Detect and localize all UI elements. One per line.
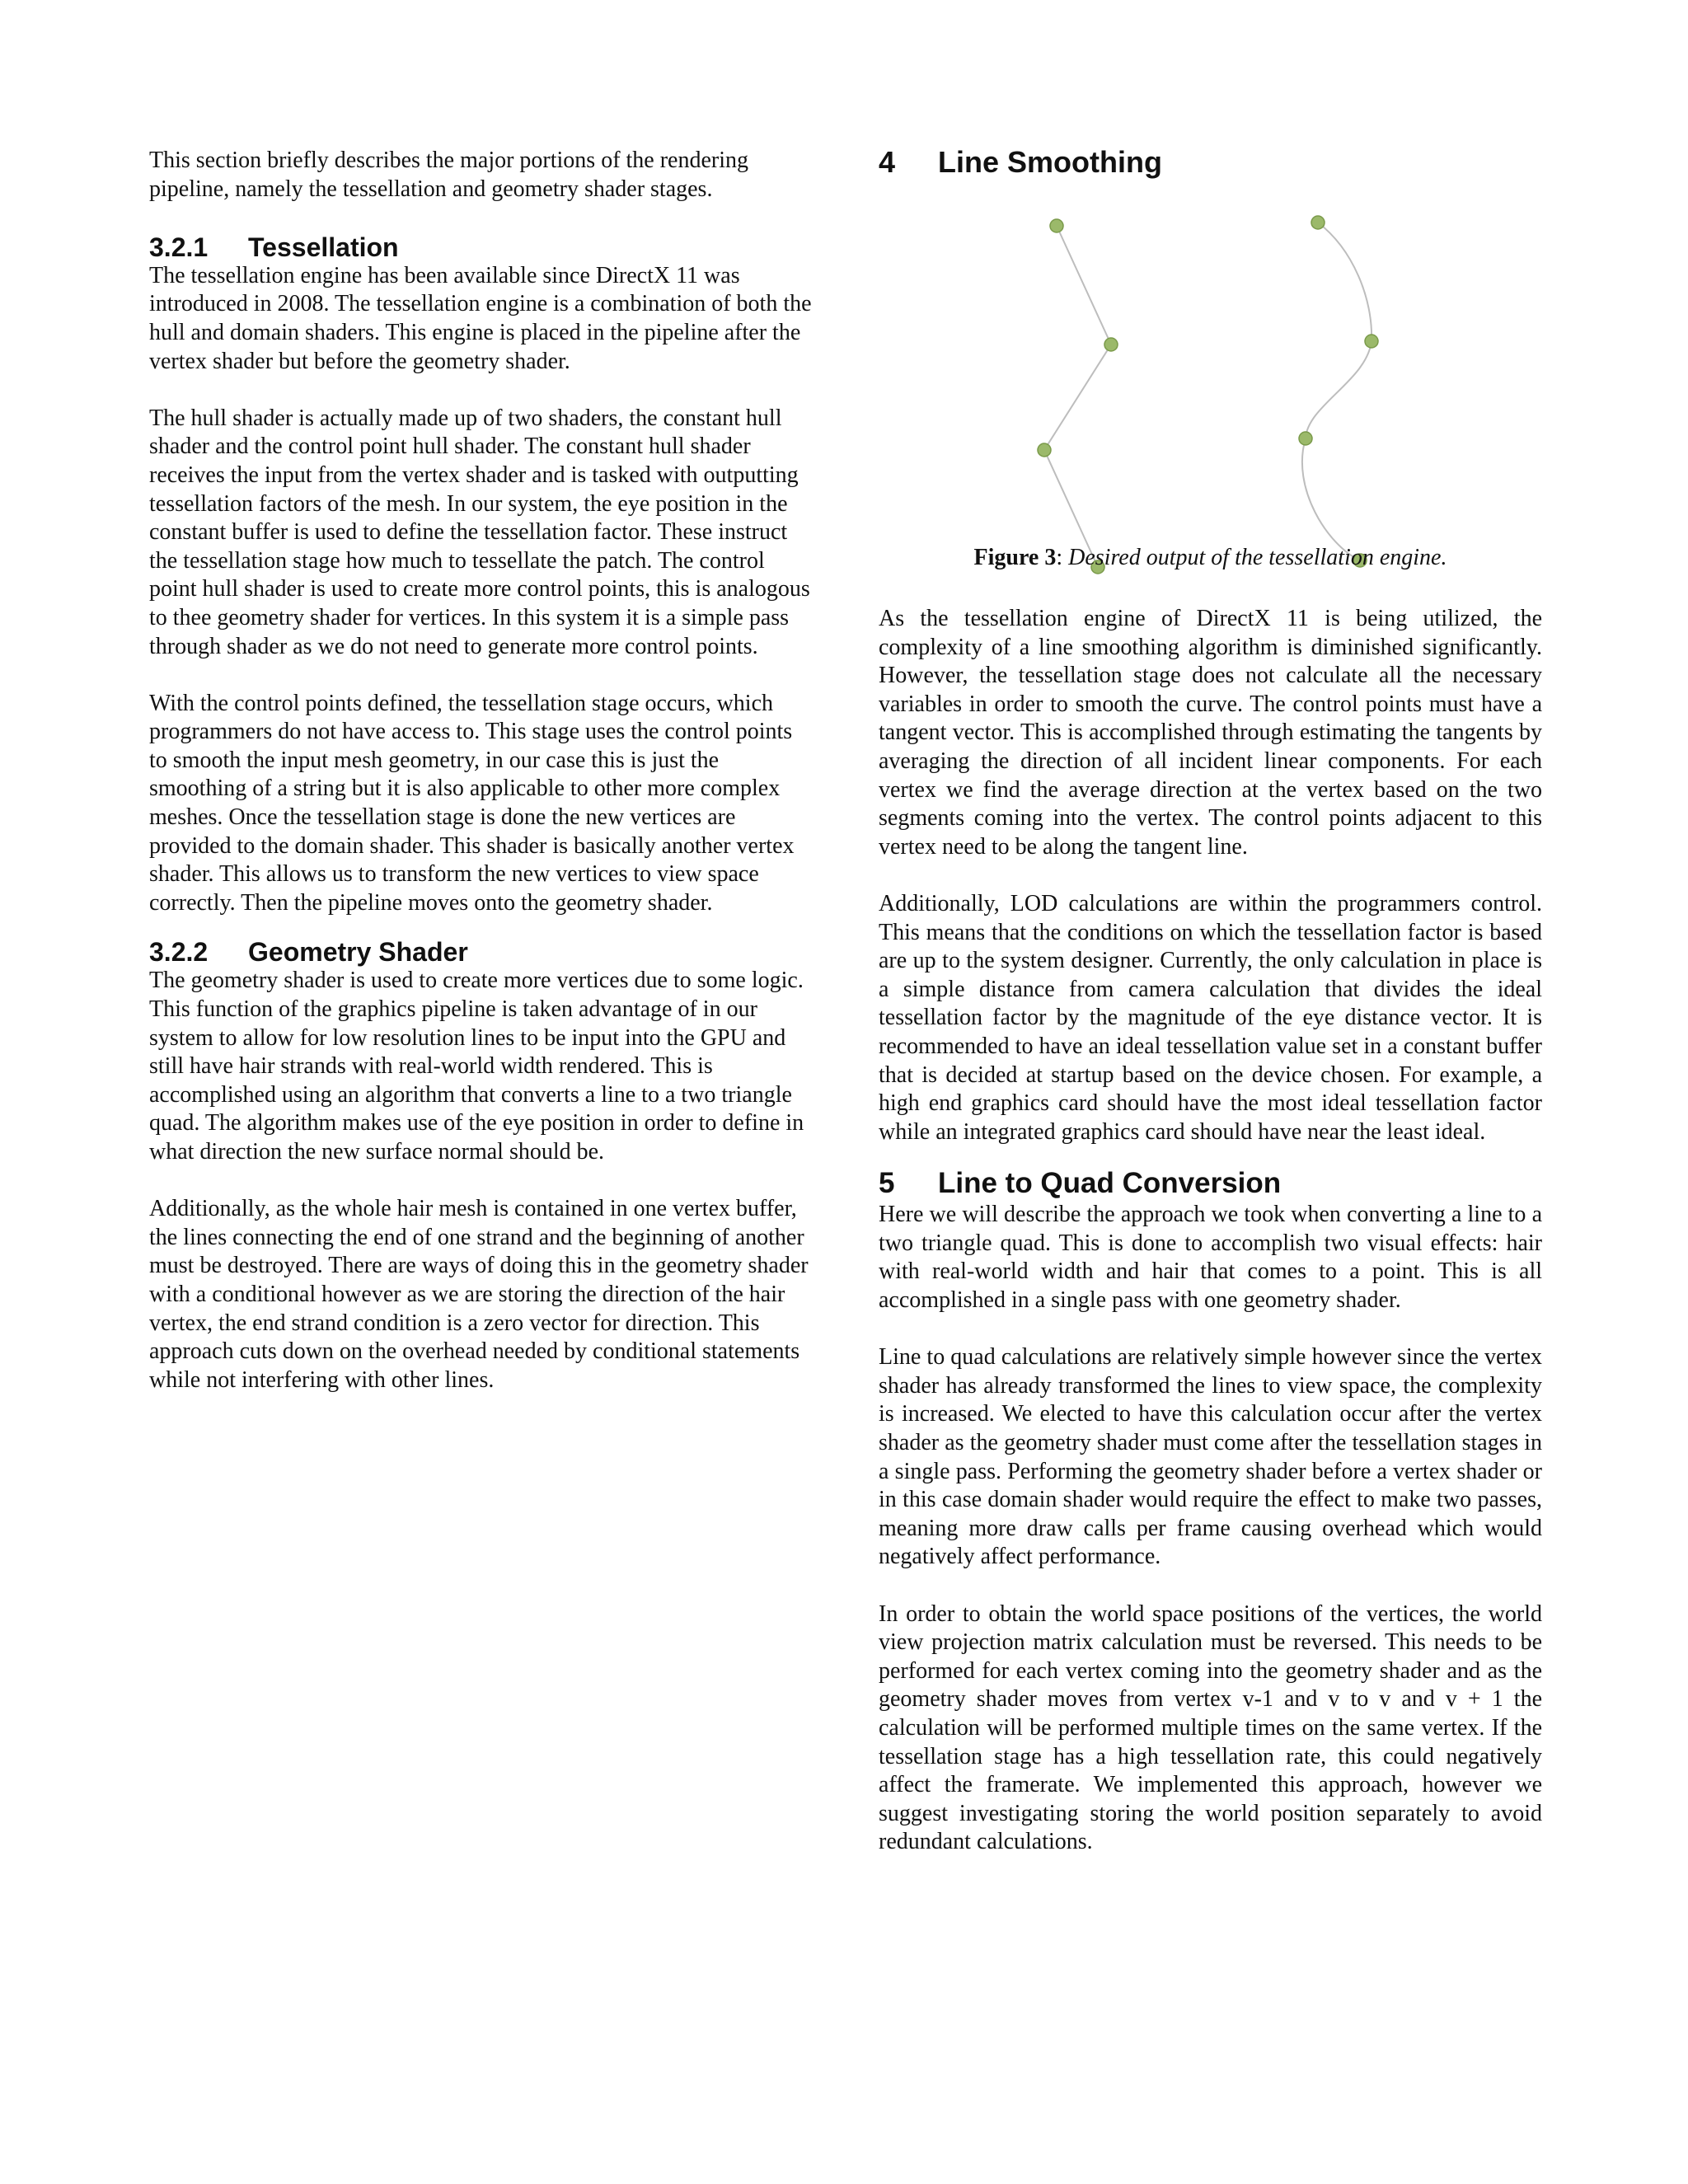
body-paragraph: The geometry shader is used to create more vertices due to some logic. This function of the graphics pipeline is taken advantage of in our system to allow for low resolution lines to be input into the GPU and still have hair strands with real-world width rendered. This is accomplished using an algorithm that converts a line to a two triangle quad. The algorithm makes use of the eye position in order to define in what direction the new surface normal should be. xyxy=(149,968,804,1165)
body-paragraph: As the tessellation engine of DirectX 11 is being utilized, the complexity of a line smoothing algorithm is diminished significantly. However, the tessellation stage does not calculate all the necessary variables in order to smooth the curve. The control points must have a tangent vector. This is accomplished through estimating the tangents by averaging the direction of all incident linear components. For each vertex we find the average direction at the vertex based on the two segments coming into the vertex. The control points adjacent to this vertex need to be along the tangent line. xyxy=(879,606,1542,860)
raw-strand-line xyxy=(1044,226,1111,567)
section-number: 4 xyxy=(879,145,896,179)
smoothed-strand-curve xyxy=(1302,223,1372,560)
section-title: Tessellation xyxy=(248,232,399,262)
section-number: 3.2.2 xyxy=(149,937,209,968)
body-paragraph: The tessellation engine has been available since DirectX 11 was introduced in 2008. The tessellation engine is a combination of both the hull and domain shaders. This engine is placed in the pipeline after the vertex shader but before the geometry shader. xyxy=(149,262,812,374)
intro-paragraph: This section briefly describes the major portions of the rendering pipeline, namely the tessellation and geometry shader stages. xyxy=(149,148,749,202)
section-heading-3-2-2 xyxy=(149,937,813,967)
body-paragraph: With the control points defined, the tessellation stage occurs, which programmers do not have access to. This stage uses the control points to smooth the input mesh geometry, in our case this is just the smoothing of a string but it is also applicable to other more complex meshes. Once the tessellation stage is done the new vertices are provided to the domain shader. This shader is basically another vertex shader. This allows us to transform the new vertices to view space correctly. Then the pipeline moves onto the geometry shader. xyxy=(149,690,795,916)
control-point xyxy=(1050,219,1063,232)
body-paragraph: The hull shader is actually made up of two shaders, the constant hull shader and the control point hull shader. The constant hull shader receives the input from the vertex shader and is tasked with outputting tessellation factors of the mesh. In our system, the eye position in the constant buffer is used to define the tessellation factor. These instruct the tessellation stage how much to tessellate the patch. The control point hull shader is used to create more control points, this is analogous to thee geometry shader for vertices. In this system it is a simple pass through shader as we do not need to generate more control points. xyxy=(149,405,810,659)
section-number: 5 xyxy=(879,1167,895,1200)
right-column xyxy=(879,145,1542,1886)
figure-3 xyxy=(879,191,1542,603)
figure-caption-text: Desired output of the tessellation engine. xyxy=(1068,545,1447,570)
body-paragraph: Additionally, as the whole hair mesh is contained in one vertex buffer, the lines connecting the end of one strand and the beginning of another must be destroyed. There are ways of doing this in the geometry shader with a conditional however as we are storing the direction of the hair vertex, the end strand condition is a zero vector for direction. This approach cuts down on the overhead needed by conditional statements while not interfering with other lines. xyxy=(149,1196,809,1393)
figure-separator: : xyxy=(1056,545,1069,570)
left-column xyxy=(149,147,813,1423)
control-point xyxy=(1104,338,1118,351)
figure-label: Figure 3 xyxy=(973,545,1057,570)
section-heading-3-2-1 xyxy=(149,232,813,262)
section-title: Line to Quad Conversion xyxy=(938,1167,1282,1200)
body-paragraph: Line to quad calculations are relatively simple however since the vertex shader has already transformed the lines to view space, the complexity is increased. We elected to have this calculation occur after the vertex shader as the geometry shader must come after the tessellation stages in a single pass. Performing the geometry shader before a vertex shader or in this case domain shader would require the effect to make two passes, meaning more draw calls per frame causing overhead which would negatively affect performance. xyxy=(879,1344,1542,1570)
control-point xyxy=(1311,216,1325,229)
section-title: Line Smoothing xyxy=(938,145,1162,179)
control-point xyxy=(1038,443,1051,457)
body-paragraph: In order to obtain the world space positions of the vertices, the world view projection matrix calculation must be reversed. This needs to be performed for each vertex coming into the geometry shader and as the geometry shader moves from vertex v-1 and v to v and v + 1 the calculation will be performed multiple times on the same vertex. If the tessellation stage has a high tessellation rate, this could negatively affect the framerate. We implemented this approach, however we suggest investigating storing the world position separately to avoid redundant calculations. xyxy=(879,1601,1542,1855)
figure-3-illustration xyxy=(879,191,1542,603)
section-number: 3.2.1 xyxy=(149,232,209,262)
control-point xyxy=(1299,432,1312,445)
section-heading-4 xyxy=(879,145,1542,180)
control-point xyxy=(1365,335,1378,348)
body-paragraph: Here we will describe the approach we took when converting a line to a two triangle quad. This is done to accomplish two visual effects: hair with real-world width and hair that comes to a point. This is all accomplished in a single pass with one geometry shader. xyxy=(879,1202,1542,1314)
section-heading-5 xyxy=(879,1166,1542,1201)
section-title: Geometry Shader xyxy=(248,937,468,968)
figure-caption xyxy=(879,544,1542,572)
body-paragraph: Additionally, LOD calculations are within the programmers control. This means that the conditions on which the tessellation factor is based are up to the system designer. Currently, the only calculation in place is a simple distance from camera calculation that divides the ideal tessellation factor by the magnitude of the eye distance vector. It is recommended to have an ideal tessellation value set in a constant buffer that is decided at startup based on the device chosen. For example, a high end graphics card should have the most ideal tessellation factor while an integrated graphics card should have near the least ideal. xyxy=(879,890,1542,1145)
